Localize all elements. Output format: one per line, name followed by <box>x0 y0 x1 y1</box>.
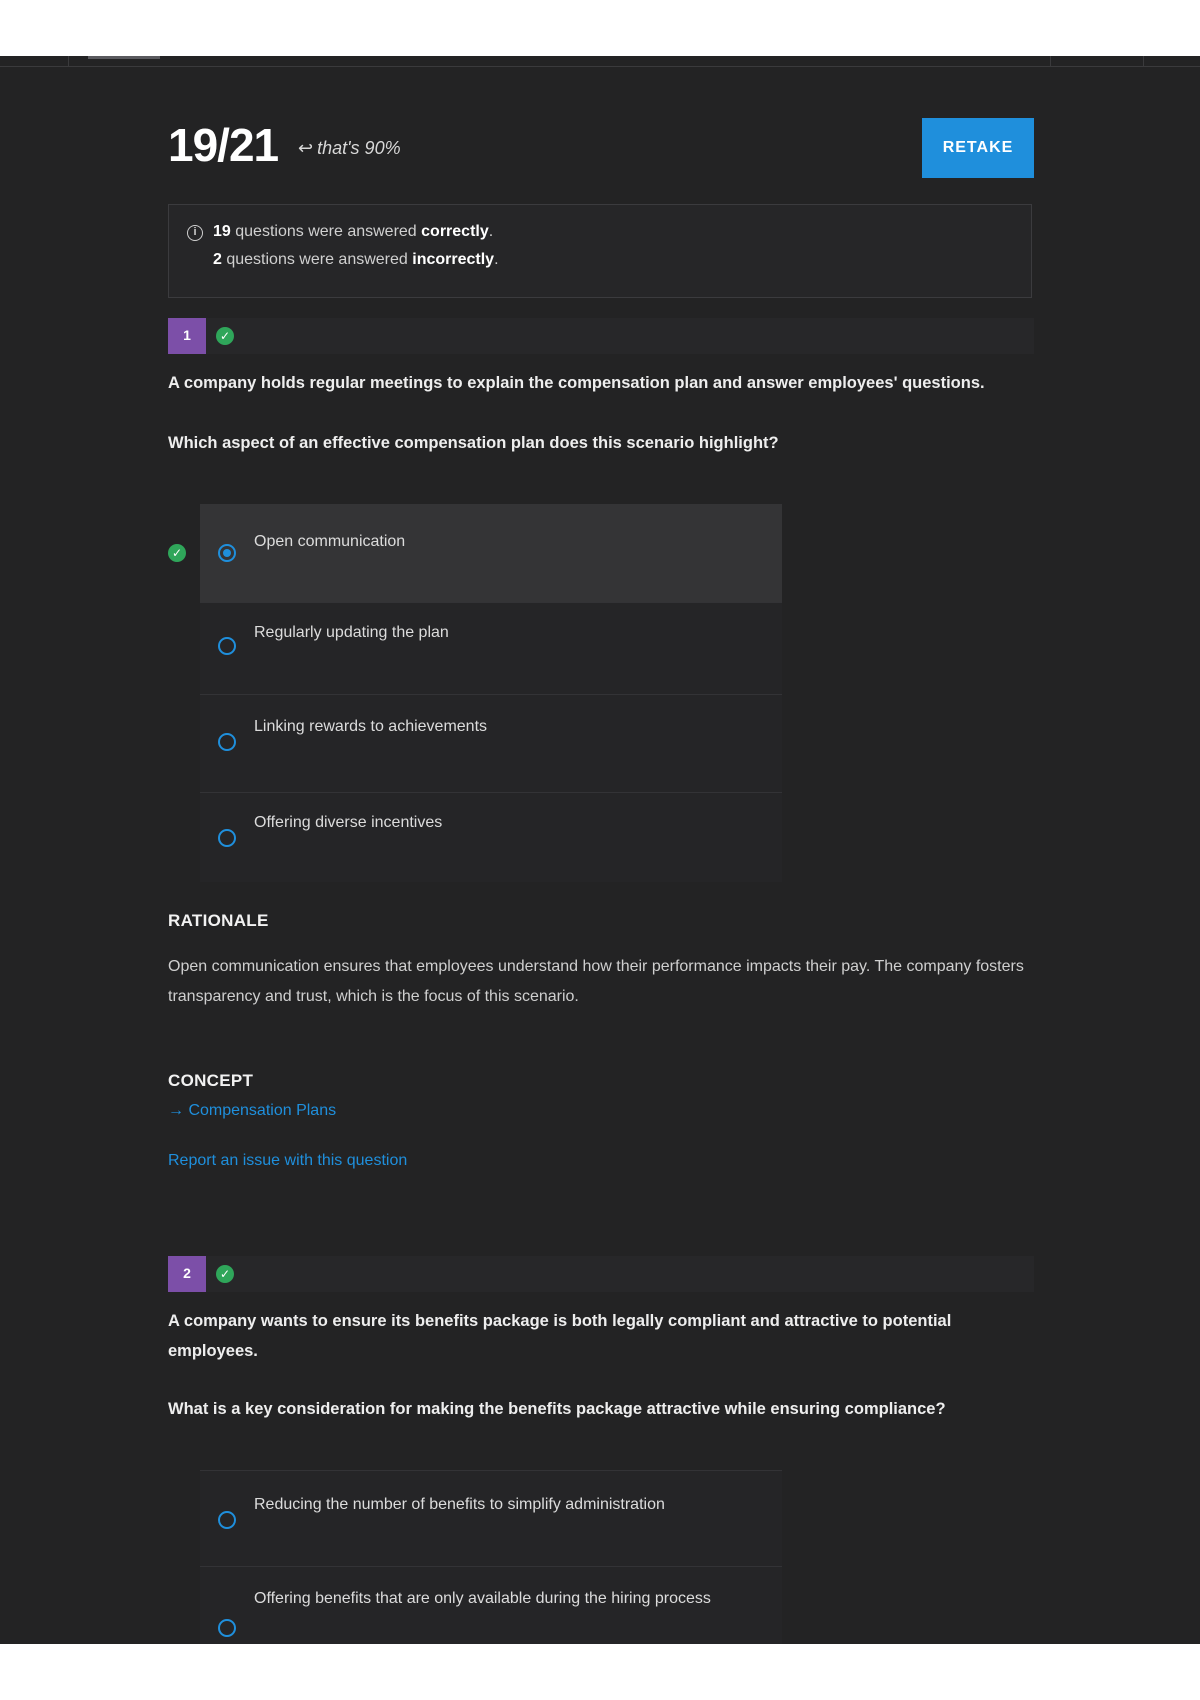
score-note <box>298 138 401 159</box>
answer-options <box>171 504 782 882</box>
score-value: 19/21 <box>168 119 279 171</box>
question-prompt: What is a key consideration for making the benefits package attractive while ensuring compliance? <box>168 1400 946 1418</box>
report-issue-link[interactable]: Report an issue with this question <box>168 1152 408 1169</box>
quiz-results-page <box>0 56 1200 1644</box>
concept-heading: CONCEPT <box>168 1071 254 1090</box>
correct-check-icon: ✓ <box>216 1265 234 1283</box>
option-label: Open communication <box>254 533 406 550</box>
radio-button[interactable] <box>218 829 236 847</box>
option-label: Reducing the number of benefits to simplify administration <box>254 1496 665 1513</box>
answer-options <box>200 1470 782 1644</box>
top-margin <box>0 0 1200 56</box>
answer-option[interactable] <box>171 504 782 602</box>
rationale-text: Open communication ensures that employees understand how their performance impacts their pay. The company fosters transparency and trust, which is the focus of this scenario. <box>168 958 1024 1005</box>
radio-button[interactable] <box>218 1511 236 1529</box>
answer-option[interactable] <box>200 694 782 792</box>
nav-divider <box>1143 56 1144 66</box>
arrow-right-icon: → <box>168 1102 184 1119</box>
retake-button[interactable]: RETAKE <box>922 118 1034 178</box>
correct-answer-check-icon: ✓ <box>168 544 186 562</box>
score-header <box>168 118 1034 178</box>
option-label: Offering benefits that are only available during the hiring process <box>254 1590 711 1607</box>
question-prompt: Which aspect of an effective compensation plan does this scenario highlight? <box>168 434 779 452</box>
incorrect-summary-line <box>213 251 499 269</box>
option-label: Linking rewards to achievements <box>254 718 488 735</box>
correct-check-icon: ✓ <box>216 327 234 345</box>
bottom-margin <box>0 1644 1200 1700</box>
results-summary <box>168 204 1032 298</box>
nav-divider <box>68 56 69 66</box>
score-percent-note: that's 90% <box>317 138 401 158</box>
correct-end: . <box>488 223 494 240</box>
concept-link[interactable] <box>168 1102 336 1120</box>
answer-option[interactable] <box>200 792 782 882</box>
rationale-heading: RATIONALE <box>168 911 269 930</box>
incorrect-word: incorrectly <box>412 251 495 268</box>
concept-link-label: Compensation Plans <box>188 1102 337 1119</box>
active-tab-indicator <box>88 56 160 59</box>
info-icon: i <box>187 225 203 241</box>
answer-option[interactable] <box>200 1566 782 1644</box>
radio-button[interactable] <box>218 733 236 751</box>
correct-word: correctly <box>421 223 489 240</box>
return-arrow-icon: ↩ <box>298 138 314 158</box>
question-header <box>168 1256 1034 1292</box>
option-label: Regularly updating the plan <box>254 624 449 641</box>
incorrect-end: . <box>494 251 499 268</box>
answer-option[interactable] <box>200 602 782 694</box>
top-nav-bar <box>0 56 1200 67</box>
correct-summary-line <box>213 223 493 241</box>
question-text: A company holds regular meetings to explain the compensation plan and answer employees' questions. <box>168 374 985 392</box>
radio-button[interactable] <box>218 637 236 655</box>
incorrect-prefix: questions were answered <box>226 251 408 268</box>
question-text: A company wants to ensure its benefits package is both legally compliant and attractive to potential employees. <box>168 1312 952 1360</box>
question-number-badge: 1 <box>168 318 206 354</box>
option-label: Offering diverse incentives <box>254 814 443 831</box>
correct-prefix: questions were answered <box>235 223 417 240</box>
question-number-badge: 2 <box>168 1256 206 1292</box>
radio-button-selected[interactable] <box>218 544 236 562</box>
nav-divider <box>1050 56 1051 66</box>
radio-button[interactable] <box>218 1619 236 1637</box>
correct-count: 19 <box>213 223 231 240</box>
question-header <box>168 318 1034 354</box>
incorrect-count: 2 <box>213 251 222 268</box>
answer-option[interactable] <box>200 1470 782 1566</box>
